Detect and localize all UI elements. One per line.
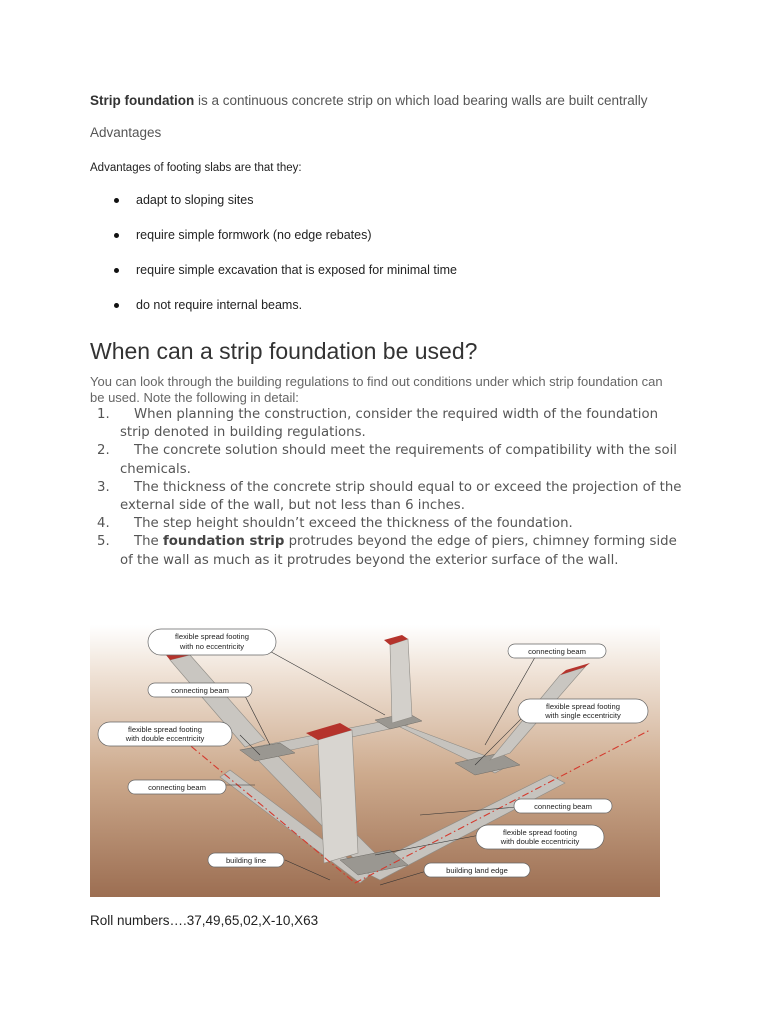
label-text: connecting beam <box>148 783 206 792</box>
label-text: building land edge <box>446 866 508 875</box>
list-item-text: require simple excavation that is exposed for minimal time <box>136 263 457 277</box>
intro-text: is a continuous concrete strip on which load bearing walls are built centrally <box>194 93 648 108</box>
label-text: connecting beam <box>534 802 592 811</box>
step-text: The <box>134 534 163 550</box>
step-number: 5. <box>97 534 110 550</box>
callout-double-eccentricity-left <box>98 722 232 746</box>
callout-single-eccentricity <box>518 699 648 723</box>
step-bold-term: foundation strip <box>162 534 285 550</box>
list-item <box>90 442 690 478</box>
steps-list <box>90 406 690 570</box>
strip-foundation-diagram <box>90 625 660 897</box>
label-text: flexible spread footing <box>503 828 577 837</box>
label-text: building line <box>225 856 267 865</box>
label-text: flexible spread footing <box>546 702 620 711</box>
bullet-icon <box>114 268 119 273</box>
advantages-lead: Advantages of footing slabs are that they: <box>90 162 302 174</box>
step-text: The step height shouldn’t exceed the thickness of the foundation. <box>134 516 573 532</box>
bullet-icon <box>114 303 119 308</box>
list-item-text: require simple formwork (no edge rebates) <box>136 228 372 242</box>
label-text: with no eccentricity <box>179 642 245 651</box>
label-text: flexible spread footing <box>128 725 202 734</box>
list-item <box>90 533 690 569</box>
list-item <box>112 228 457 263</box>
callout-connecting-beam-top-right <box>508 644 606 658</box>
section-intro: You can look through the building regulations to find out conditions under which strip foundation can be used. Note the following in detail: <box>90 374 663 405</box>
label-text: with double eccentricity <box>125 734 205 743</box>
bullet-icon <box>114 198 119 203</box>
advantages-list <box>112 193 457 333</box>
label-text: flexible spread footing <box>175 632 249 641</box>
step-number: 4. <box>97 516 110 532</box>
list-item <box>112 298 457 333</box>
label-text: connecting beam <box>171 686 229 695</box>
list-item <box>90 406 690 442</box>
label-text: with double eccentricity <box>500 837 580 846</box>
intro-bold-term: Strip foundation <box>90 93 195 108</box>
intro-paragraph <box>90 93 647 108</box>
list-item-text: adapt to sloping sites <box>136 193 254 207</box>
callout-no-eccentricity <box>148 629 276 655</box>
callout-connecting-beam-right-lower <box>514 799 612 813</box>
callout-building-line <box>208 853 284 867</box>
label-text: with single eccentricity <box>545 711 621 720</box>
callout-double-eccentricity-right <box>476 825 604 849</box>
advantages-heading: Advantages <box>90 125 162 140</box>
step-number: 1. <box>97 407 110 422</box>
callout-connecting-beam-left-upper <box>148 683 252 697</box>
list-item <box>112 193 457 228</box>
list-item <box>112 263 457 298</box>
list-item-text: do not require internal beams. <box>136 298 303 312</box>
bullet-icon <box>114 233 119 238</box>
roll-numbers: Roll numbers….37,49,65,02,X-10,X63 <box>90 913 319 928</box>
callout-connecting-beam-left-lower <box>128 780 226 794</box>
step-text: protrudes beyond the edge of piers, chimney forming side of the wall as much as it protrudes beyond the exterior surface of the wall. <box>120 534 677 568</box>
callout-building-land-edge <box>424 863 530 877</box>
step-text: When planning the construction, consider the required width of the foundation strip denoted in building regulations. <box>120 407 659 441</box>
step-text: The concrete solution should meet the requirements of compatibility with the soil chemicals. <box>120 443 677 477</box>
label-text: connecting beam <box>528 647 586 656</box>
list-item <box>90 479 690 515</box>
list-item <box>90 515 690 533</box>
step-number: 3. <box>97 479 110 495</box>
step-text: The thickness of the concrete strip should equal to or exceed the projection of the external side of the wall, but not less than 6 inches. <box>120 479 682 514</box>
step-number: 2. <box>97 443 110 459</box>
section-heading: When can a strip foundation be used? <box>90 338 478 364</box>
